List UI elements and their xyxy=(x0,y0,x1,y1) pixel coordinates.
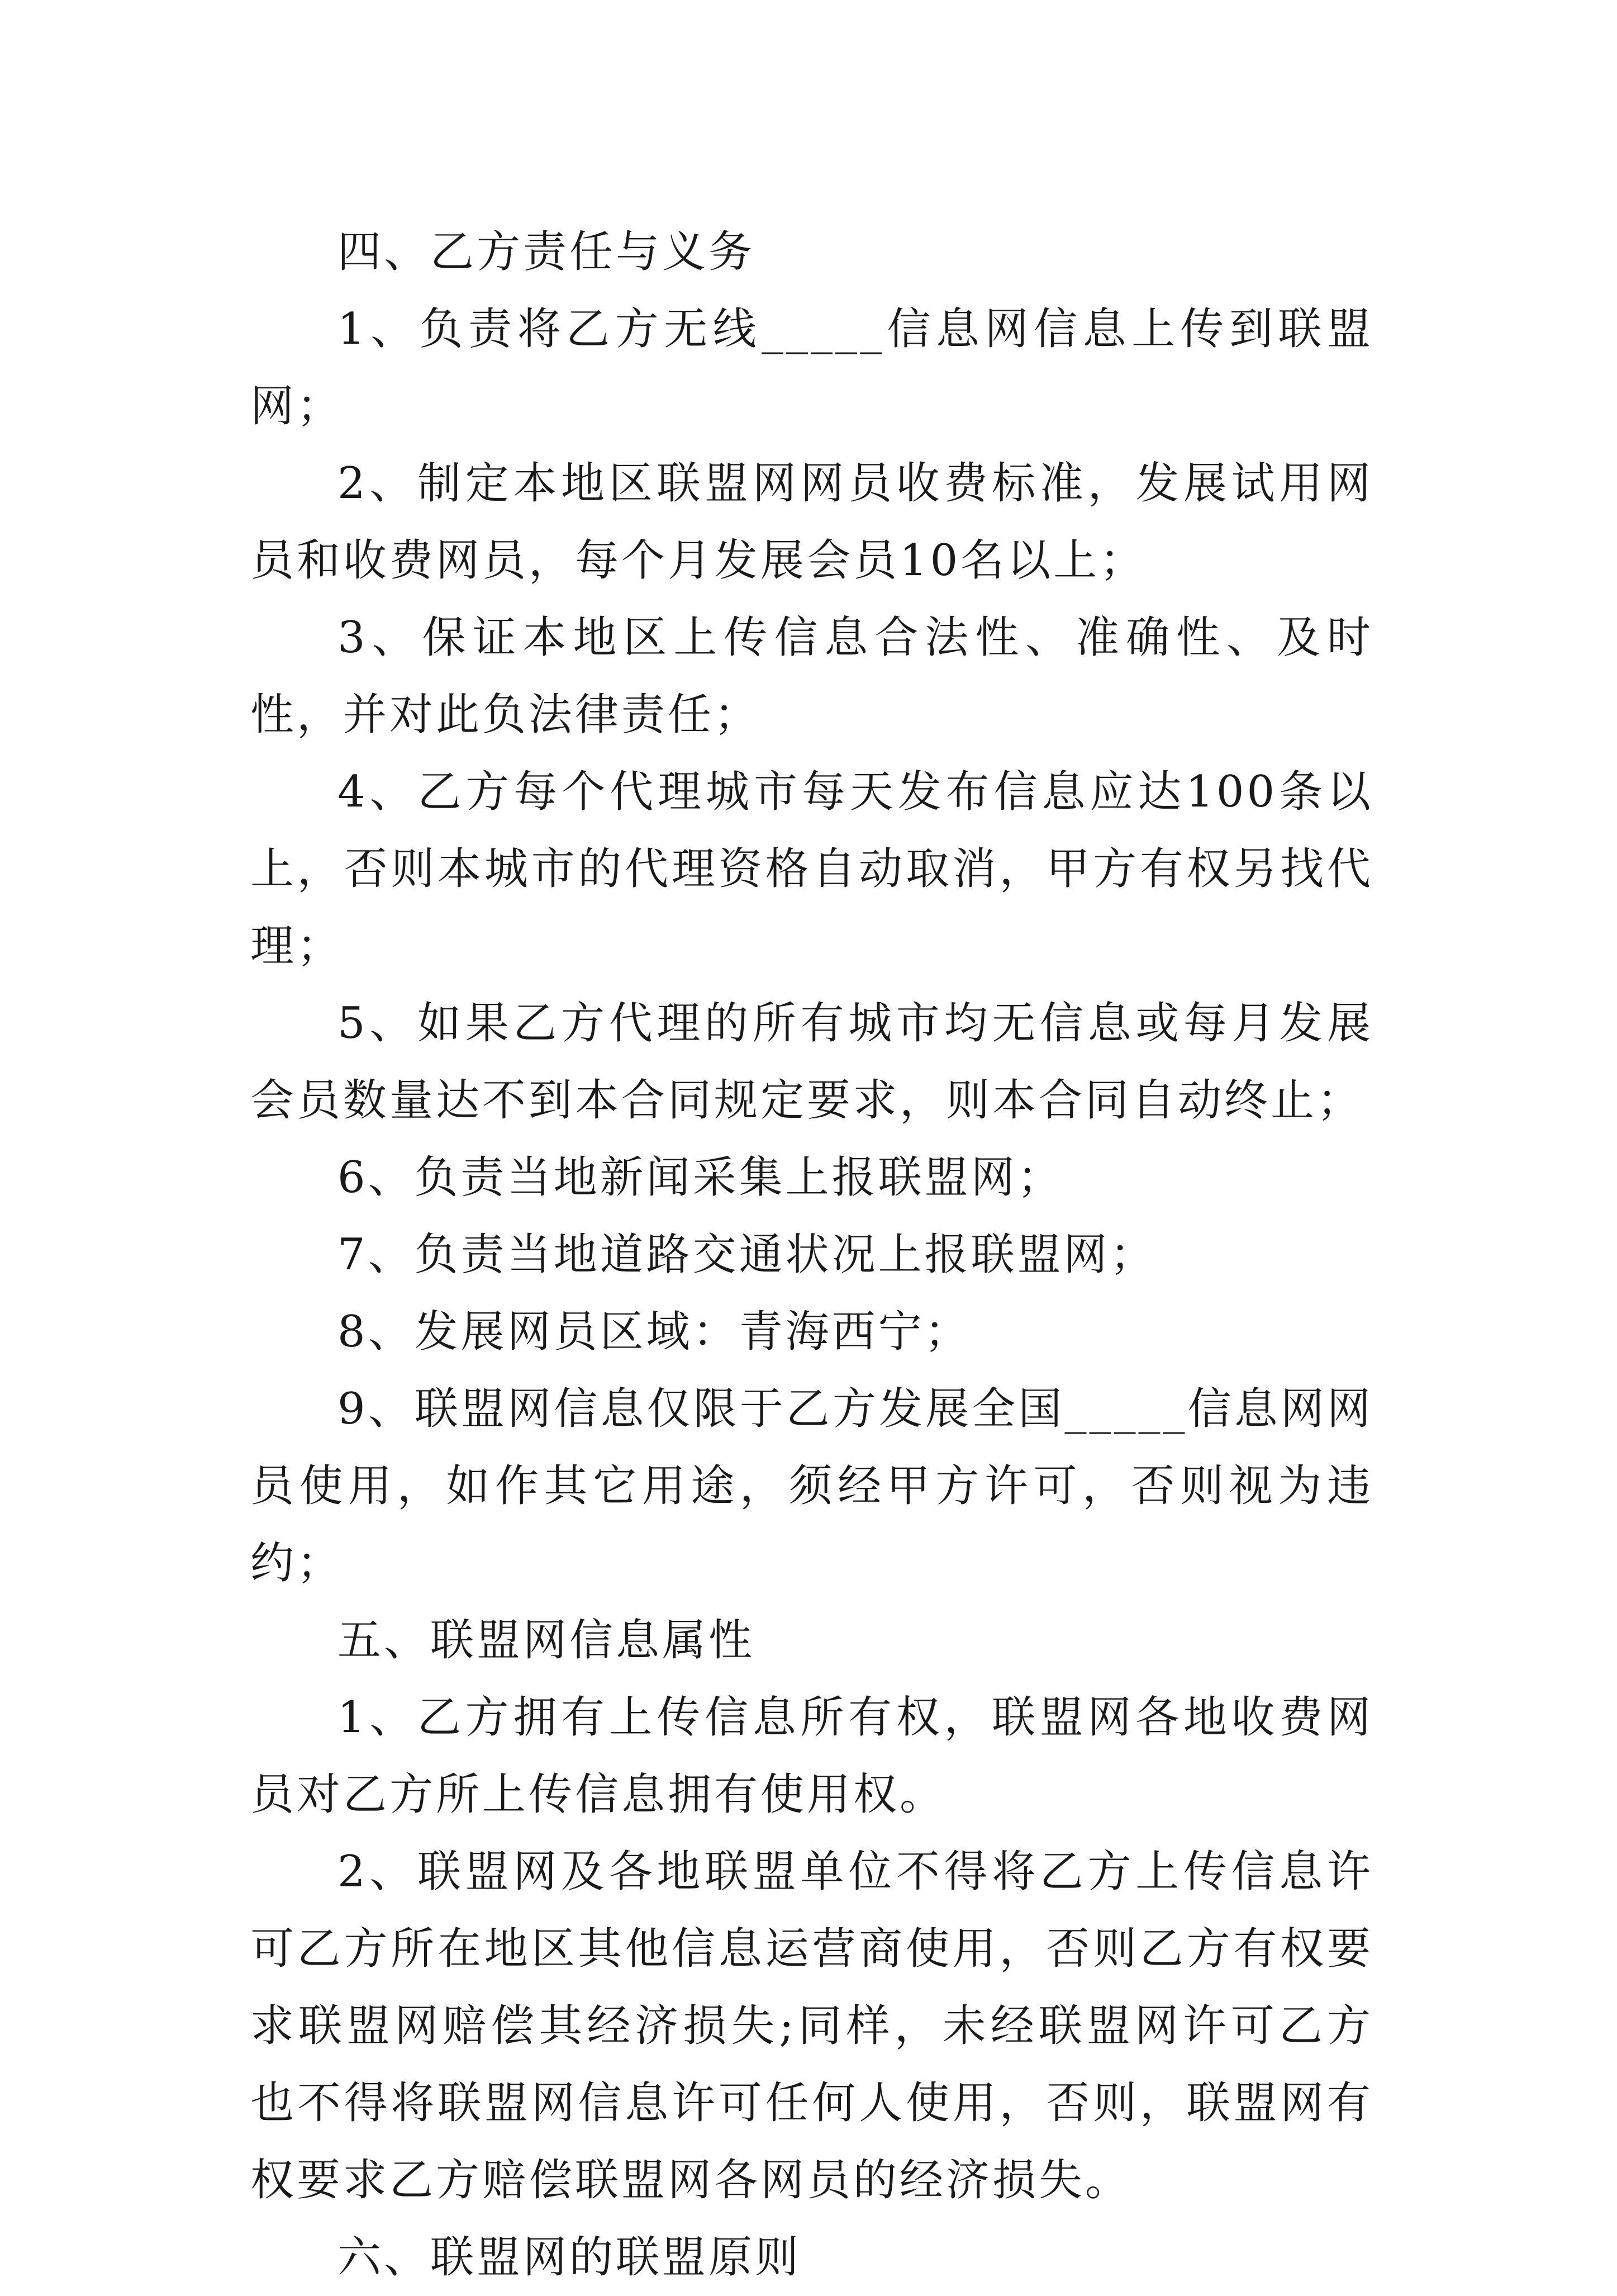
clause-5-2: 2、联盟网及各地联盟单位不得将乙方上传信息许可乙方所在地区其他信息运营商使用，否则乙方有权要求联盟网赔偿其经济损失;同样，未经联盟网许可乙方也不得将联盟网信息许可任何人使用，否则，联盟网有权要求乙方赔偿联盟网各网员的经济损失。 xyxy=(250,1847,1373,2205)
clause-4-4: 4、乙方每个代理城市每天发布信息应达100条以上，否则本城市的代理资格自动取消，甲方有权另找代理； xyxy=(250,767,1373,971)
document-body xyxy=(250,214,1373,2296)
clause-4-3: 3、保证本地区上传信息合法性、准确性、及时性，并对此负法律责任； xyxy=(250,613,1373,740)
clause-4-5: 5、如果乙方代理的所有城市均无信息或每月发展会员数量达不到本合同规定要求，则本合同自动终止； xyxy=(250,998,1373,1126)
clause-4-9: 9、联盟网信息仅限于乙方发展全国_____信息网网员使用，如作其它用途，须经甲方许可，否则视为违约； xyxy=(250,1384,1373,1588)
clause-4-2: 2、制定本地区联盟网网员收费标准，发展试用网员和收费网员，每个月发展会员10名以上； xyxy=(250,458,1373,586)
clause-4-1: 1、负责将乙方无线_____信息网信息上传到联盟网； xyxy=(250,304,1373,431)
clause-4-6: 6、负责当地新闻采集上报联盟网； xyxy=(337,1152,1064,1203)
section-heading-4: 四、乙方责任与义务 xyxy=(337,227,755,277)
clause-4-7: 7、负责当地道路交通状况上报联盟网； xyxy=(337,1230,1157,1280)
section-heading-5: 五、联盟网信息属性 xyxy=(337,1615,755,1666)
clause-5-1: 1、乙方拥有上传信息所有权，联盟网各地收费网员对乙方所上传信息拥有使用权。 xyxy=(250,1692,1373,1820)
section-heading-6: 六、联盟网的联盟原则 xyxy=(337,2232,802,2283)
clause-4-8: 8、发展网员区域：青海西宁； xyxy=(337,1307,971,1357)
